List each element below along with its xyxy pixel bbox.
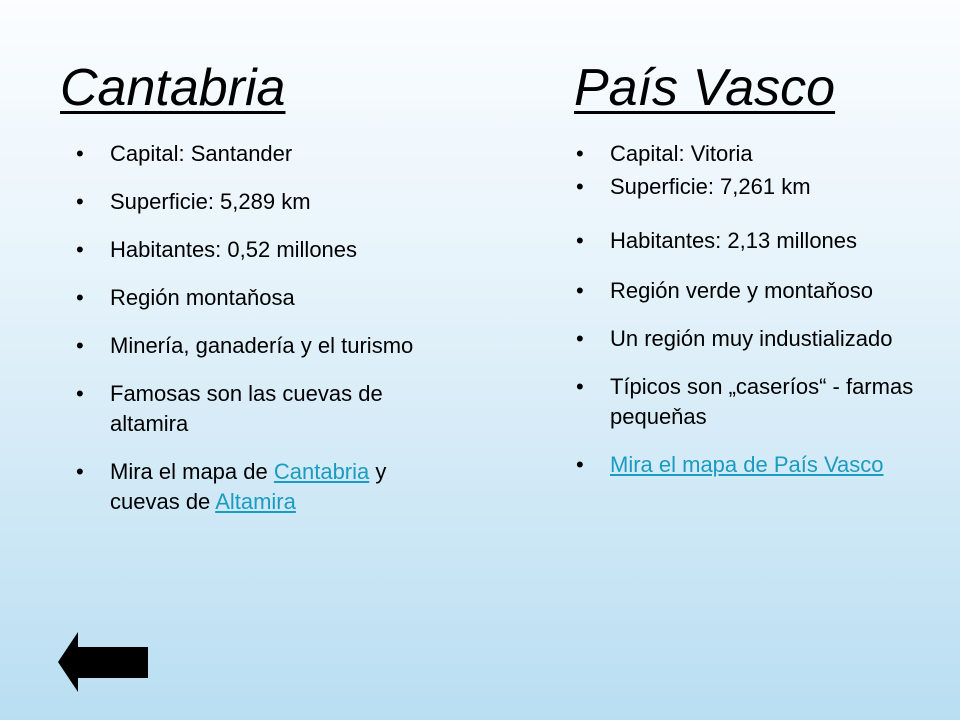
pais-vasco-facts-list	[574, 139, 944, 480]
fact-map	[574, 450, 944, 480]
fact-area: • Superficie: 7,261 km	[574, 172, 944, 202]
fact-area: • Superficie: 5,289 km	[74, 187, 434, 217]
fact-terrain: • Región montaňosa	[74, 283, 434, 313]
back-button[interactable]	[58, 632, 148, 692]
fact-population: • Habitantes: 0,52 millones	[74, 235, 434, 265]
fact-industry: • Un región muy industializado	[574, 324, 944, 354]
map-text-middle: y cuevas de	[110, 459, 387, 514]
cantabria-map-link[interactable]: Cantabria	[273, 459, 370, 484]
cantabria-facts-list	[74, 139, 434, 517]
pais-vasco-title: País Vasco	[574, 59, 836, 117]
fact-caves: • Famosas son las cuevas de altamira	[74, 379, 434, 439]
cantabria-title: Cantabria	[60, 59, 286, 117]
pais-vasco-map-link[interactable]: Mira el mapa de País Vasco	[610, 452, 884, 477]
altamira-caves-link[interactable]: Altamira	[215, 489, 296, 514]
fact-terrain: • Región verde y montaňoso	[574, 276, 944, 306]
fact-population: • Habitantes: 2,13 millones	[574, 226, 944, 256]
back-arrow-icon	[58, 632, 148, 692]
fact-caserios: • Típicos son „caseríos“ - farmas pequeňas	[574, 372, 944, 432]
fact-economy: • Minería, ganadería y el turismo	[74, 331, 434, 361]
fact-map	[74, 457, 434, 517]
fact-capital: • Capital: Vitoria	[574, 139, 944, 169]
map-text-prefix: Mira el mapa de	[110, 459, 274, 484]
fact-capital: • Capital: Santander	[74, 139, 434, 169]
